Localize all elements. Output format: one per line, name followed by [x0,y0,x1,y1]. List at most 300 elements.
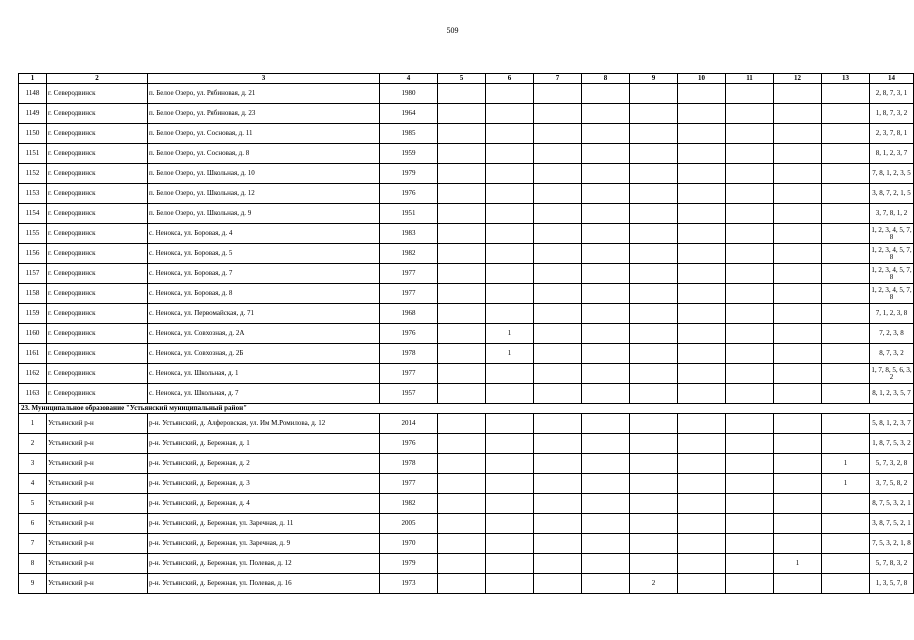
cell-col-4: 1964 [380,104,438,124]
cell-col-14: 7, 2, 3, 8 [870,324,914,344]
cell-col-14: 1, 2, 3, 4, 5, 7, 8 [870,244,914,264]
cell-col-8 [582,164,630,184]
cell-col-11 [726,534,774,554]
cell-col-8 [582,124,630,144]
cell-col-2: г. Северодвинск [47,244,148,264]
cell-col-4: 1976 [380,434,438,454]
cell-col-8 [582,324,630,344]
cell-col-3: с. Ненокса, ул. Боровая, д. 4 [148,224,380,244]
table-row [19,384,914,404]
cell-col-8 [582,364,630,384]
cell-col-11 [726,474,774,494]
cell-col-10 [678,204,726,224]
cell-col-4: 1951 [380,204,438,224]
cell-col-3: с. Ненокса, ул. Боровая, д. 7 [148,264,380,284]
cell-col-3: р-н. Устьянский, д. Бережная, ул. Заречная, д. 11 [148,514,380,534]
table-row [19,144,914,164]
cell-col-8 [582,414,630,434]
cell-col-9 [630,364,678,384]
cell-col-7 [534,84,582,104]
cell-col-12 [774,144,822,164]
cell-col-9 [630,244,678,264]
cell-col-8 [582,534,630,554]
cell-col-13 [822,384,870,404]
cell-col-8 [582,304,630,324]
cell-col-1: 1152 [19,164,47,184]
cell-col-9 [630,414,678,434]
cell-col-12 [774,124,822,144]
cell-col-9 [630,534,678,554]
table-row [19,124,914,144]
cell-col-4: 1976 [380,324,438,344]
table-body-ustyansky [19,414,914,594]
cell-col-10 [678,414,726,434]
cell-col-14: 1, 8, 7, 3, 2 [870,104,914,124]
cell-col-14: 5, 7, 8, 3, 2 [870,554,914,574]
cell-col-2: Устьянский р-н [47,414,148,434]
cell-col-10 [678,534,726,554]
cell-col-10 [678,264,726,284]
cell-col-14: 2, 3, 7, 8, 1 [870,124,914,144]
cell-col-10 [678,304,726,324]
cell-col-2: г. Северодвинск [47,204,148,224]
cell-col-14: 8, 1, 2, 3, 5, 7 [870,384,914,404]
cell-col-12 [774,104,822,124]
cell-col-3: п. Белое Озеро, ул. Школьная, д. 10 [148,164,380,184]
column-header-3: 3 [148,74,380,84]
cell-col-12 [774,534,822,554]
cell-col-9 [630,494,678,514]
cell-col-11 [726,494,774,514]
cell-col-2: г. Северодвинск [47,384,148,404]
cell-col-4: 1973 [380,574,438,594]
cell-col-11 [726,184,774,204]
table-row [19,514,914,534]
cell-col-7 [534,164,582,184]
cell-col-4: 2014 [380,414,438,434]
cell-col-9 [630,434,678,454]
cell-col-4: 1978 [380,344,438,364]
cell-col-12 [774,324,822,344]
cell-col-14: 5, 7, 3, 2, 8 [870,454,914,474]
cell-col-4: 1979 [380,164,438,184]
cell-col-2: Устьянский р-н [47,494,148,514]
cell-col-2: г. Северодвинск [47,304,148,324]
cell-col-8 [582,204,630,224]
cell-col-8 [582,474,630,494]
cell-col-9 [630,104,678,124]
cell-col-14: 7, 1, 2, 3, 8 [870,304,914,324]
column-header-8: 8 [582,74,630,84]
cell-col-11 [726,244,774,264]
cell-col-4: 1977 [380,364,438,384]
cell-col-4: 1982 [380,494,438,514]
cell-col-1: 1159 [19,304,47,324]
cell-col-9 [630,514,678,534]
cell-col-8 [582,284,630,304]
cell-col-12 [774,244,822,264]
cell-col-12 [774,454,822,474]
cell-col-11 [726,304,774,324]
cell-col-2: Устьянский р-н [47,514,148,534]
cell-col-8 [582,264,630,284]
cell-col-6 [486,554,534,574]
cell-col-3: р-н. Устьянский, д. Бережная, д. 3 [148,474,380,494]
cell-col-10 [678,574,726,594]
cell-col-5 [438,204,486,224]
cell-col-2: г. Северодвинск [47,104,148,124]
cell-col-10 [678,164,726,184]
cell-col-9 [630,384,678,404]
table-row [19,324,914,344]
cell-col-13 [822,284,870,304]
cell-col-9 [630,204,678,224]
cell-col-1: 1149 [19,104,47,124]
cell-col-8 [582,494,630,514]
cell-col-2: Устьянский р-н [47,574,148,594]
cell-col-7 [534,224,582,244]
cell-col-2: Устьянский р-н [47,534,148,554]
cell-col-6 [486,204,534,224]
cell-col-12 [774,164,822,184]
cell-col-4: 2005 [380,514,438,534]
cell-col-7 [534,364,582,384]
cell-col-3: р-н. Устьянский, д. Бережная, д. 2 [148,454,380,474]
cell-col-11 [726,204,774,224]
cell-col-9 [630,344,678,364]
cell-col-4: 1977 [380,284,438,304]
cell-col-6 [486,84,534,104]
table-row [19,284,914,304]
column-header-12: 12 [774,74,822,84]
cell-col-13 [822,414,870,434]
cell-col-13 [822,364,870,384]
cell-col-13: 1 [822,454,870,474]
cell-col-13 [822,434,870,454]
cell-col-5 [438,384,486,404]
table-row [19,364,914,384]
table-row [19,574,914,594]
cell-col-5 [438,344,486,364]
cell-col-2: Устьянский р-н [47,454,148,474]
cell-col-1: 1158 [19,284,47,304]
cell-col-8 [582,454,630,474]
cell-col-13: 1 [822,474,870,494]
cell-col-10 [678,474,726,494]
cell-col-11 [726,84,774,104]
cell-col-12 [774,284,822,304]
table-row [19,434,914,454]
cell-col-10 [678,284,726,304]
cell-col-7 [534,204,582,224]
cell-col-12 [774,344,822,364]
cell-col-7 [534,104,582,124]
cell-col-2: г. Северодвинск [47,344,148,364]
column-header-4: 4 [380,74,438,84]
cell-col-1: 1162 [19,364,47,384]
cell-col-3: п. Белое Озеро, ул. Сосновая, д. 11 [148,124,380,144]
cell-col-10 [678,144,726,164]
cell-col-10 [678,344,726,364]
cell-col-3: п. Белое Озеро, ул. Школьная, д. 9 [148,204,380,224]
cell-col-2: г. Северодвинск [47,164,148,184]
cell-col-6 [486,574,534,594]
cell-col-10 [678,494,726,514]
cell-col-3: с. Ненокса, ул. Боровая, д. 8 [148,284,380,304]
cell-col-6 [486,144,534,164]
cell-col-6 [486,384,534,404]
cell-col-7 [534,264,582,284]
cell-col-5 [438,364,486,384]
cell-col-9 [630,454,678,474]
cell-col-8 [582,574,630,594]
table-row [19,474,914,494]
table-row [19,224,914,244]
cell-col-13 [822,534,870,554]
cell-col-7 [534,244,582,264]
cell-col-11 [726,284,774,304]
cell-col-14: 7, 8, 1, 2, 3, 5 [870,164,914,184]
table-row [19,84,914,104]
cell-col-4: 1968 [380,304,438,324]
cell-col-7 [534,344,582,364]
cell-col-14: 8, 7, 3, 2 [870,344,914,364]
cell-col-7 [534,474,582,494]
table-row [19,184,914,204]
cell-col-8 [582,104,630,124]
cell-col-12 [774,364,822,384]
cell-col-5 [438,104,486,124]
cell-col-2: г. Северодвинск [47,324,148,344]
cell-col-3: п. Белое Озеро, ул. Сосновая, д. 8 [148,144,380,164]
cell-col-9 [630,184,678,204]
cell-col-12 [774,494,822,514]
cell-col-2: г. Северодвинск [47,184,148,204]
cell-col-7 [534,494,582,514]
cell-col-1: 1154 [19,204,47,224]
cell-col-9 [630,84,678,104]
cell-col-7 [534,304,582,324]
cell-col-13 [822,304,870,324]
cell-col-7 [534,514,582,534]
cell-col-8 [582,554,630,574]
cell-col-4: 1977 [380,264,438,284]
cell-col-8 [582,144,630,164]
cell-col-13 [822,184,870,204]
cell-col-11 [726,124,774,144]
cell-col-10 [678,454,726,474]
cell-col-1: 1 [19,414,47,434]
section-row-group [19,404,914,414]
table-row [19,164,914,184]
cell-col-8 [582,344,630,364]
cell-col-12 [774,474,822,494]
table-row [19,454,914,474]
cell-col-1: 1153 [19,184,47,204]
section-title: 23. Муниципальное образование "Устьянский муниципальный район" [19,404,914,414]
cell-col-5 [438,124,486,144]
cell-col-11 [726,104,774,124]
cell-col-14: 3, 7, 8, 1, 2 [870,204,914,224]
cell-col-10 [678,384,726,404]
cell-col-13 [822,164,870,184]
cell-col-3: р-н. Устьянский, д. Алферовская, ул. Им М.Ромилова, д. 12 [148,414,380,434]
cell-col-9 [630,554,678,574]
table-row [19,534,914,554]
cell-col-5 [438,574,486,594]
cell-col-6 [486,434,534,454]
cell-col-14: 5, 8, 1, 2, 3, 7 [870,414,914,434]
cell-col-14: 1, 2, 3, 4, 5, 7, 8 [870,264,914,284]
cell-col-7 [534,284,582,304]
cell-col-4: 1980 [380,84,438,104]
cell-col-6 [486,534,534,554]
cell-col-3: с. Ненокса, ул. Совхозная, д. 2А [148,324,380,344]
cell-col-1: 8 [19,554,47,574]
cell-col-4: 1970 [380,534,438,554]
column-header-14: 14 [870,74,914,84]
cell-col-12: 1 [774,554,822,574]
cell-col-9 [630,224,678,244]
cell-col-6 [486,364,534,384]
cell-col-14: 1, 8, 7, 5, 3, 2 [870,434,914,454]
cell-col-11 [726,434,774,454]
cell-col-13 [822,124,870,144]
cell-col-7 [534,144,582,164]
cell-col-8 [582,244,630,264]
cell-col-7 [534,454,582,474]
cell-col-8 [582,184,630,204]
cell-col-2: г. Северодвинск [47,84,148,104]
cell-col-6 [486,244,534,264]
cell-col-5 [438,454,486,474]
cell-col-5 [438,434,486,454]
cell-col-1: 1157 [19,264,47,284]
cell-col-4: 1978 [380,454,438,474]
cell-col-7 [534,414,582,434]
cell-col-5 [438,414,486,434]
cell-col-11 [726,384,774,404]
table-row [19,344,914,364]
housing-table [18,73,914,594]
cell-col-13 [822,574,870,594]
cell-col-1: 1163 [19,384,47,404]
cell-col-9 [630,144,678,164]
cell-col-2: г. Северодвинск [47,124,148,144]
cell-col-12 [774,84,822,104]
cell-col-7 [534,554,582,574]
cell-col-5 [438,494,486,514]
cell-col-10 [678,324,726,344]
cell-col-3: р-н. Устьянский, д. Бережная, ул. Заречная, д. 9 [148,534,380,554]
cell-col-5 [438,284,486,304]
cell-col-2: г. Северодвинск [47,364,148,384]
cell-col-6 [486,304,534,324]
cell-col-11 [726,574,774,594]
cell-col-9: 2 [630,574,678,594]
cell-col-11 [726,164,774,184]
cell-col-5 [438,534,486,554]
cell-col-14: 1, 2, 3, 4, 5, 7, 8 [870,224,914,244]
cell-col-5 [438,164,486,184]
cell-col-12 [774,384,822,404]
cell-col-10 [678,364,726,384]
cell-col-5 [438,264,486,284]
cell-col-8 [582,434,630,454]
cell-col-2: Устьянский р-н [47,474,148,494]
cell-col-11 [726,454,774,474]
column-header-2: 2 [47,74,148,84]
cell-col-4: 1982 [380,244,438,264]
cell-col-12 [774,414,822,434]
cell-col-10 [678,554,726,574]
cell-col-11 [726,224,774,244]
cell-col-5 [438,514,486,534]
cell-col-7 [534,324,582,344]
cell-col-14: 3, 8, 7, 5, 2, 1 [870,514,914,534]
table-row [19,244,914,264]
cell-col-4: 1979 [380,554,438,574]
cell-col-13 [822,104,870,124]
cell-col-7 [534,184,582,204]
cell-col-5 [438,554,486,574]
cell-col-6 [486,454,534,474]
cell-col-4: 1983 [380,224,438,244]
cell-col-8 [582,514,630,534]
cell-col-7 [534,574,582,594]
cell-col-7 [534,434,582,454]
cell-col-1: 2 [19,434,47,454]
column-header-6: 6 [486,74,534,84]
cell-col-6: 1 [486,344,534,364]
table-row [19,264,914,284]
cell-col-1: 5 [19,494,47,514]
column-header-9: 9 [630,74,678,84]
cell-col-1: 7 [19,534,47,554]
table-row [19,494,914,514]
cell-col-2: Устьянский р-н [47,554,148,574]
cell-col-9 [630,474,678,494]
cell-col-1: 1160 [19,324,47,344]
cell-col-2: г. Северодвинск [47,284,148,304]
cell-col-13 [822,344,870,364]
cell-col-9 [630,164,678,184]
column-header-7: 7 [534,74,582,84]
table-row [19,414,914,434]
cell-col-1: 1148 [19,84,47,104]
table-row [19,554,914,574]
cell-col-11 [726,144,774,164]
cell-col-12 [774,204,822,224]
cell-col-10 [678,184,726,204]
cell-col-13 [822,84,870,104]
cell-col-5 [438,144,486,164]
cell-col-11 [726,514,774,534]
cell-col-8 [582,84,630,104]
cell-col-7 [534,124,582,144]
cell-col-13 [822,554,870,574]
cell-col-10 [678,104,726,124]
cell-col-4: 1959 [380,144,438,164]
cell-col-1: 9 [19,574,47,594]
cell-col-14: 8, 7, 5, 3, 2, 1 [870,494,914,514]
cell-col-14: 7, 5, 3, 2, 1, 8 [870,534,914,554]
cell-col-7 [534,534,582,554]
cell-col-9 [630,324,678,344]
cell-col-10 [678,124,726,144]
cell-col-10 [678,514,726,534]
cell-col-13 [822,264,870,284]
